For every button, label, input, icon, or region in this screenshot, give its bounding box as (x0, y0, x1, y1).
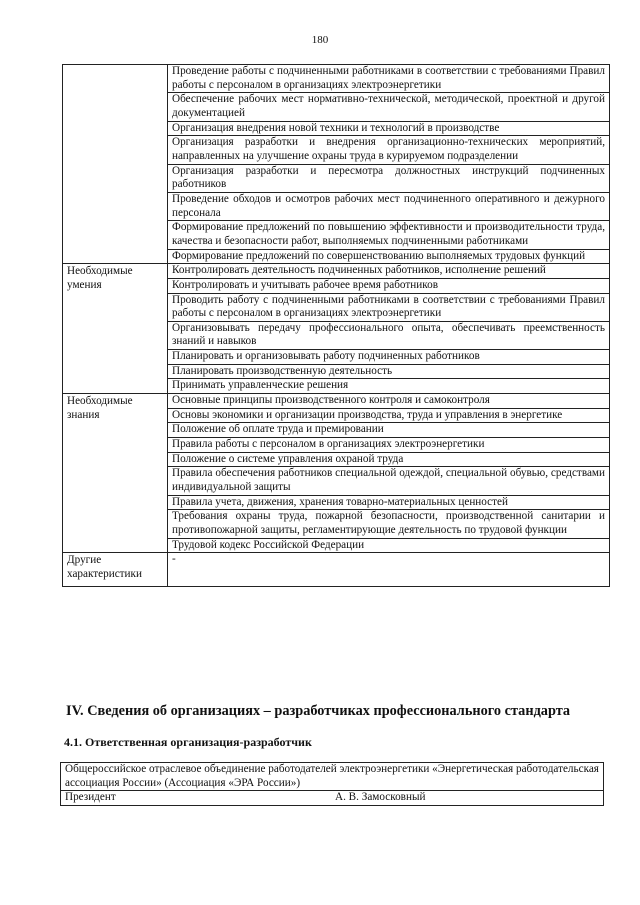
table-cell-text: Проводить работу с подчиненными работниками в соответствии с требованиями Правил работы с персоналом в организациях электроэнергетики (168, 293, 610, 321)
table-cell-text: Организация внедрения новой техники и технологий в производстве (168, 121, 610, 136)
table-cell-text: Основные принципы производственного контроля и самоконтроля (168, 394, 610, 409)
row-label-other: Другие характеристики (63, 553, 168, 587)
table-cell-text: Проведение обходов и осмотров рабочих мест подчиненного оперативного и дежурного персонала (168, 192, 610, 220)
organization-name: Общероссийское отраслевое объединение работодателей электроэнергетики «Энергетическая работодательская ассоциация России» (Ассоциация «ЭРА России») (61, 763, 604, 791)
table-cell-text: Основы экономики и организации производства, труда и управления в энергетике (168, 408, 610, 423)
table-row (63, 553, 610, 587)
competency-table-body (63, 65, 610, 587)
table-cell-text: Принимать управленческие решения (168, 379, 610, 394)
table-cell-text: Требования охраны труда, пожарной безопасности, производственной санитарии и противопожарной защиты, регламентирующие деятельность по трудовой функции (168, 510, 610, 538)
organization-table (60, 762, 604, 806)
table-row (63, 264, 610, 279)
table-cell-text: Организация разработки и пересмотра должностных инструкций подчиненных работников (168, 164, 610, 192)
table-cell-text: - (168, 553, 610, 587)
table-cell-text: Обеспечение рабочих мест нормативно-технической, методической, проектной и другой документацией (168, 93, 610, 121)
section-heading: IV. Сведения об организациях – разработчиках профессионального стандарта (66, 703, 571, 719)
table-cell-text: Положение об оплате труда и премировании (168, 423, 610, 438)
table-cell-text: Организовывать передачу профессионального опыта, обеспечивать преемственность знаний и навыков (168, 321, 610, 349)
table-cell-text: Планировать производственную деятельность (168, 364, 610, 379)
table-cell-text: Планировать и организовывать работу подчиненных работников (168, 350, 610, 365)
table-cell-text: Организация разработки и внедрения организационно-технических мероприятий, направленных на улучшение охраны труда в курируемом подразделении (168, 136, 610, 164)
row-label-skills: Необходимые умения (63, 264, 168, 394)
table-cell-text: Формирование предложений по совершенствованию выполняемых трудовых функций (168, 249, 610, 264)
table-row (63, 65, 610, 93)
subsection-heading: 4.1. Ответственная организация-разработчик (64, 735, 312, 749)
table-row (63, 394, 610, 409)
row-label (63, 65, 168, 264)
table-cell-text: Трудовой кодекс Российской Федерации (168, 538, 610, 553)
table-cell-text: Формирование предложений по повышению эффективности и производительности труда, качества и безопасности работ, выполняемых подчиненными работниками (168, 221, 610, 249)
table-cell-text: Контролировать деятельность подчиненных работников, исполнение решений (168, 264, 610, 279)
table-cell-text: Правила учета, движения, хранения товарно-материальных ценностей (168, 495, 610, 510)
page-number: 180 (311, 34, 329, 46)
competency-table (62, 64, 610, 587)
table-cell-text: Контролировать и учитывать рабочее время работников (168, 278, 610, 293)
signatory-position: Президент (65, 791, 116, 804)
organization-name-row (61, 763, 604, 791)
signatory-line (65, 791, 599, 805)
signatory-person: А. В. Замосковный (335, 791, 426, 804)
table-cell-text: Проведение работы с подчиненными работниками в соответствии с требованиями Правил работы с персоналом в организациях электроэнергетики (168, 65, 610, 93)
signatory-cell (61, 791, 604, 806)
signatory-row (61, 791, 604, 806)
table-cell-text: Правила обеспечения работников специальной одеждой, специальной обувью, средствами индивидуальной защиты (168, 467, 610, 495)
row-label-knowledge: Необходимые знания (63, 394, 168, 553)
table-cell-text: Правила работы с персоналом в организациях электроэнергетики (168, 438, 610, 453)
table-cell-text: Положение о системе управления охраной труда (168, 452, 610, 467)
